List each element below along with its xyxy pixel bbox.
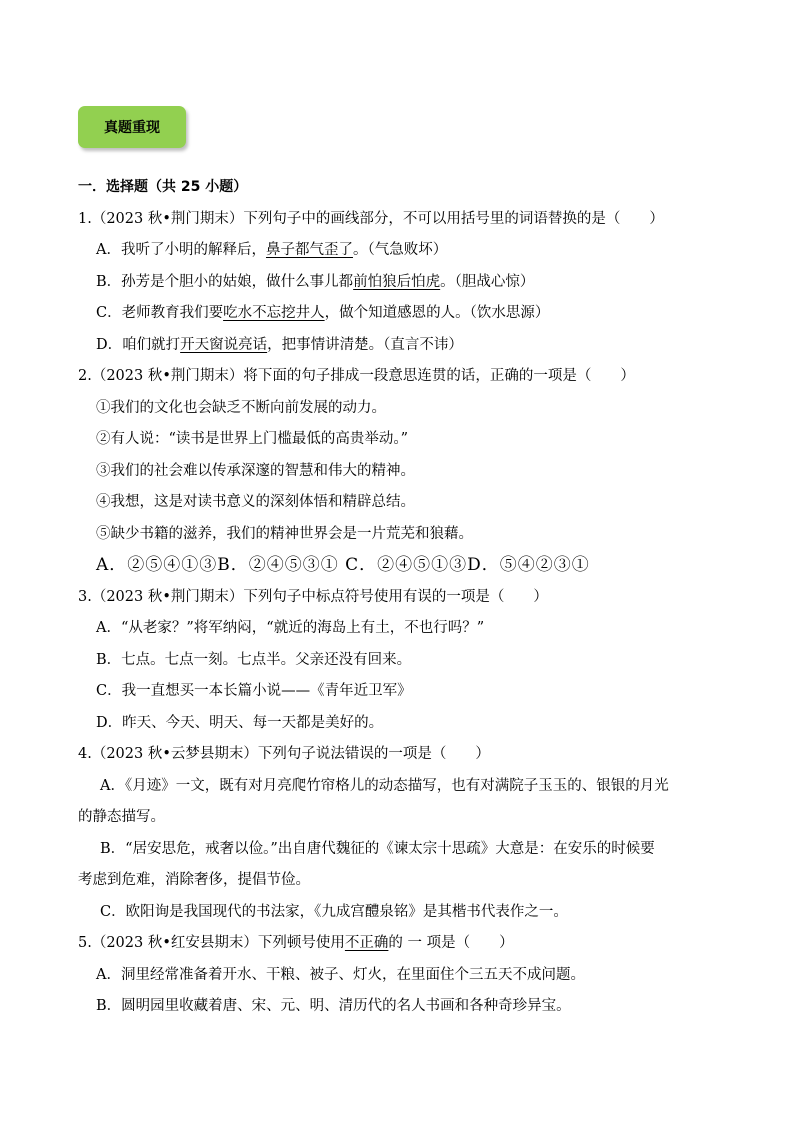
q1-option-c: C．老师教育我们要吃水不忘挖井人，做个知道感恩的人。（饮水思源） bbox=[96, 305, 550, 321]
question-5-stem: 5.（2023 秋•红安县期末）下列顿号使用不正确的 一 项是（ ） bbox=[78, 935, 514, 951]
q4-option-b-line2: 考虑到危难，消除奢侈，提倡节俭。 bbox=[78, 872, 310, 888]
question-3-stem: 3.（2023 秋•荆门期末）下列句子中标点符号使用有误的一项是（ ） bbox=[78, 588, 548, 605]
q2-sentence-2: ②有人说：“读书是世界上门槛最低的高贵举动。” bbox=[96, 431, 409, 447]
question-4-stem: 4.（2023 秋•云梦县期末）下列句子说法错误的一项是（ ） bbox=[78, 746, 490, 762]
question-list bbox=[78, 172, 728, 1023]
question-1-stem: 1.（2023 秋•荆门期末）下列句子中的画线部分，不可以用括号里的词语替换的是（ ） bbox=[78, 210, 664, 227]
q2-answer-options: A．②⑤④①③B．②④⑤③① C．②④⑤①③D．⑤④②③① bbox=[96, 555, 590, 575]
q2-sentence-4: ④我想，这是对读书意义的深刻体悟和精辟总结。 bbox=[96, 494, 415, 510]
q1-option-b: B．孙芳是个胆小的姑娘，做什么事儿都前怕狼后怕虎。（胆战心惊） bbox=[96, 273, 535, 290]
section-badge: 真题重现 bbox=[78, 106, 186, 148]
q4-option-a-line2: 的静态描写。 bbox=[78, 809, 165, 825]
q3-option-d: D．昨天、今天、明天、每一天都是美好的。 bbox=[96, 714, 384, 731]
q4-option-a-line1: A．《月迹》一文，既有对月亮爬竹帘格儿的动态描写，也有对满院子玉玉的、银银的月光 bbox=[100, 777, 669, 794]
q4-option-b-line1: B．“居安思危，戒奢以俭。”出自唐代魏征的《谏太宗十思疏》大意是：在安乐的时候要 bbox=[100, 840, 655, 857]
q5-option-a: A．洞里经常准备着开水、干粮、被子、灯火，在里面住个三五天不成问题。 bbox=[96, 966, 585, 983]
section-title: 一．选择题（共 25 小题） bbox=[78, 179, 248, 195]
q5-option-b: B．圆明园里收藏着唐、宋、元、明、清历代的名人书画和各种奇珍异宝。 bbox=[96, 998, 571, 1014]
q3-option-a: A．“从老家？”将军纳闷，“就近的海岛上有土，不也行吗？” bbox=[96, 620, 485, 636]
question-2-stem: 2.（2023 秋•荆门期末）将下面的句子排成一段意思连贯的话，正确的一项是（ ） bbox=[78, 368, 635, 384]
q1-option-d: D．咱们就打开天窗说亮话，把事情讲清楚。（直言不讳） bbox=[96, 336, 463, 353]
q2-sentence-5: ⑤缺少书籍的滋养，我们的精神世界会是一片荒芜和狼藉。 bbox=[96, 525, 473, 542]
q3-option-b: B．七点。七点一刻。七点半。父亲还没有回来。 bbox=[96, 651, 412, 668]
q4-option-c: C．欧阳询是我国现代的书法家，《九成宫醴泉铭》是其楷书代表作之一。 bbox=[100, 903, 568, 920]
q1-option-a: A．我听了小明的解释后，鼻子都气歪了。（气急败坏） bbox=[96, 242, 448, 258]
q2-sentence-3: ③我们的社会难以传承深邃的智慧和伟大的精神。 bbox=[96, 462, 415, 479]
q2-sentence-1: ①我们的文化也会缺乏不断向前发展的动力。 bbox=[96, 399, 386, 416]
q3-option-c: C．我一直想买一本长篇小说——《青年近卫军》 bbox=[96, 683, 412, 699]
